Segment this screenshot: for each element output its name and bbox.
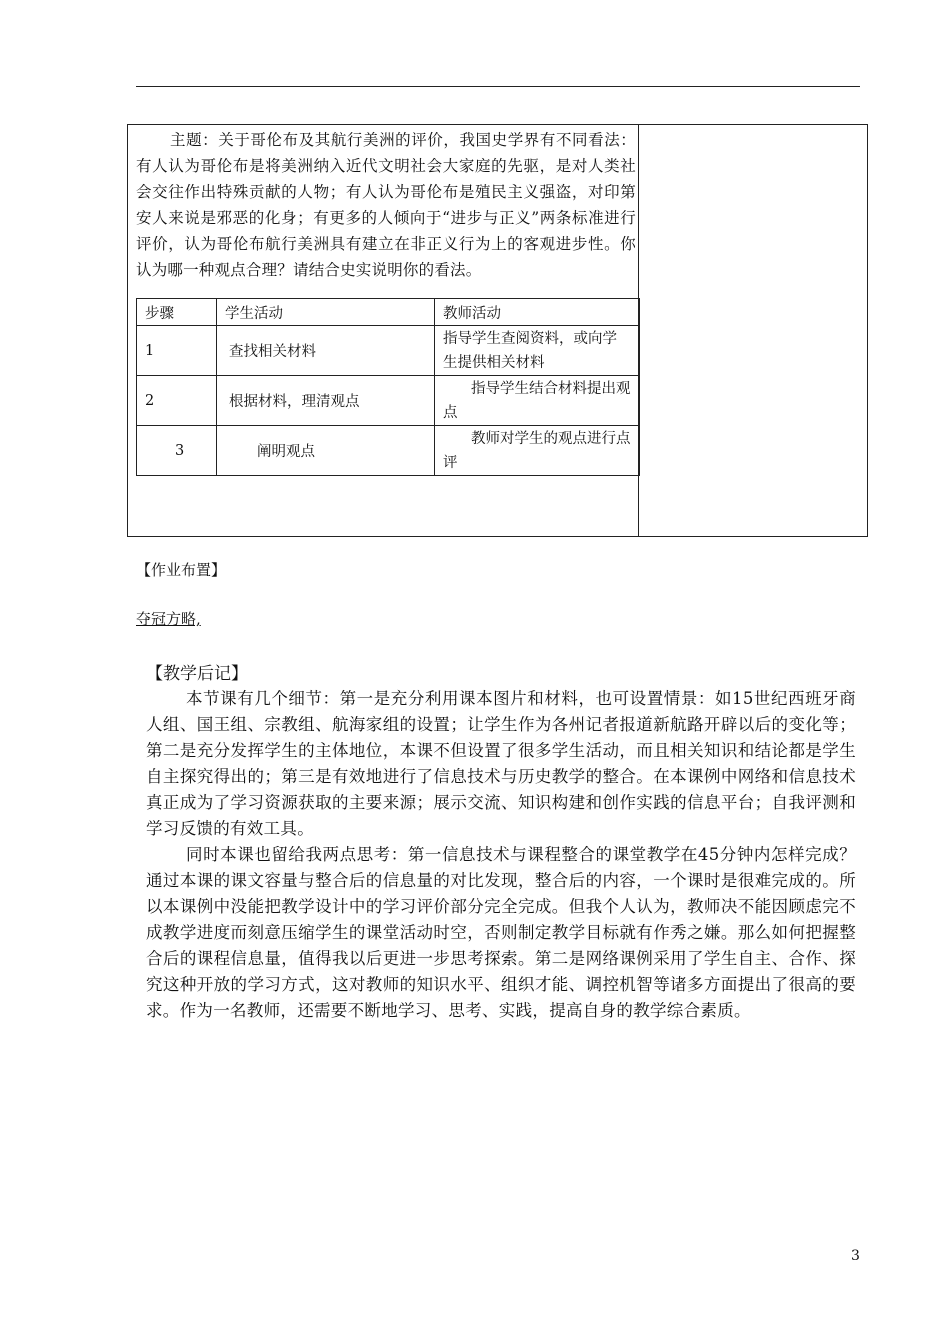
teacher-activity-text: 指导学生结合材料提出观点 xyxy=(443,380,631,421)
header-teacher-activity: 教师活动 xyxy=(435,299,640,326)
afterword-paragraph: 本节课有几个细节：第一是充分利用课本图片和材料，也可设置情景：如15世纪西班牙商人组、国王组、宗教组、航海家组的设置；让学生作为各州记者报道新航路开辟以后的变化等；第二是充分发挥学生的主体地位，本课不但设置了很多学生活动，而且相关知识和结论都是学生自主探究得出的；第三是有效地进行了信息技术与历史教学的整合。在本课例中网络和信息技术真正成为了学习资源获取的主要来源；展示交流、知识构建和创作实践的信息平台；自我评测和学习反馈的有效工具。 xyxy=(146,689,856,838)
table-empty-row xyxy=(137,476,640,535)
student-activity: 根据材料，理清观点 xyxy=(217,376,435,426)
empty-cell xyxy=(217,476,435,535)
table-row xyxy=(137,426,640,476)
step-number: 2 xyxy=(137,376,217,426)
teacher-activity-text: 教师对学生的观点进行点评 xyxy=(443,430,631,471)
student-activity: 查找相关材料 xyxy=(217,326,435,376)
empty-cell xyxy=(137,476,217,535)
header-step: 步骤 xyxy=(137,299,217,326)
afterword-paragraph: 同时本课也留给我两点思考：第一信息技术与课程整合的课堂教学在45分钟内怎样完成？通过本课的课文容量与整合后的信息量的对比发现，整合后的内容，一个课时是很难完成的。所以本课例中没能把教学设计中的学习评价部分完全完成。但我个人认为，教师决不能因顾虑完不成教学进度而刻意压缩学生的课堂活动时空，否则制定教学目标就有作秀之嫌。那么如何把握整合后的课程信息量，值得我以后更进一步思考探索。第二是网络课例采用了学生自主、合作、探究这种开放的学习方式，这对教师的知识水平、组织才能、调控机智等诸多方面提出了很高的要求。作为一名教师，还需要不断地学习、思考、实践，提高自身的教学综合素质。 xyxy=(146,845,856,1020)
homework-item: 夺冠方略, xyxy=(136,610,201,628)
teacher-activity xyxy=(435,376,640,426)
table-header-row xyxy=(137,299,640,326)
afterword-body xyxy=(146,686,856,1024)
teacher-activity: 指导学生查阅资料，或向学生提供相关材料 xyxy=(435,326,640,376)
header-student-activity: 学生活动 xyxy=(217,299,435,326)
empty-cell xyxy=(435,476,640,535)
table-row xyxy=(137,326,640,376)
step-number: 1 xyxy=(137,326,217,376)
step-number: 3 xyxy=(137,426,217,476)
afterword-heading: 【教学后记】 xyxy=(146,664,248,684)
topic-paragraph: 主题：关于哥伦布及其航行美洲的评价，我国史学界有不同看法：有人认为哥伦布是将美洲纳入近代文明社会大家庭的先驱，是对人类社会交往作出特殊贡献的人物；有人认为哥伦布是殖民主义强盗，对印第安人来说是邪恶的化身；有更多的人倾向于“进步与正义”两条标准进行评价，认为哥伦布航行美洲具有建立在非正义行为上的客观进步性。你认为哪一种观点合理？请结合史实说明你的看法。 xyxy=(136,131,636,279)
homework-heading: 【作业布置】 xyxy=(136,561,227,579)
page-number: 3 xyxy=(851,1248,860,1264)
teacher-activity xyxy=(435,426,640,476)
activity-steps-table xyxy=(136,298,640,534)
header-rule xyxy=(136,86,860,87)
student-activity: 阐明观点 xyxy=(217,426,435,476)
table-row xyxy=(137,376,640,426)
